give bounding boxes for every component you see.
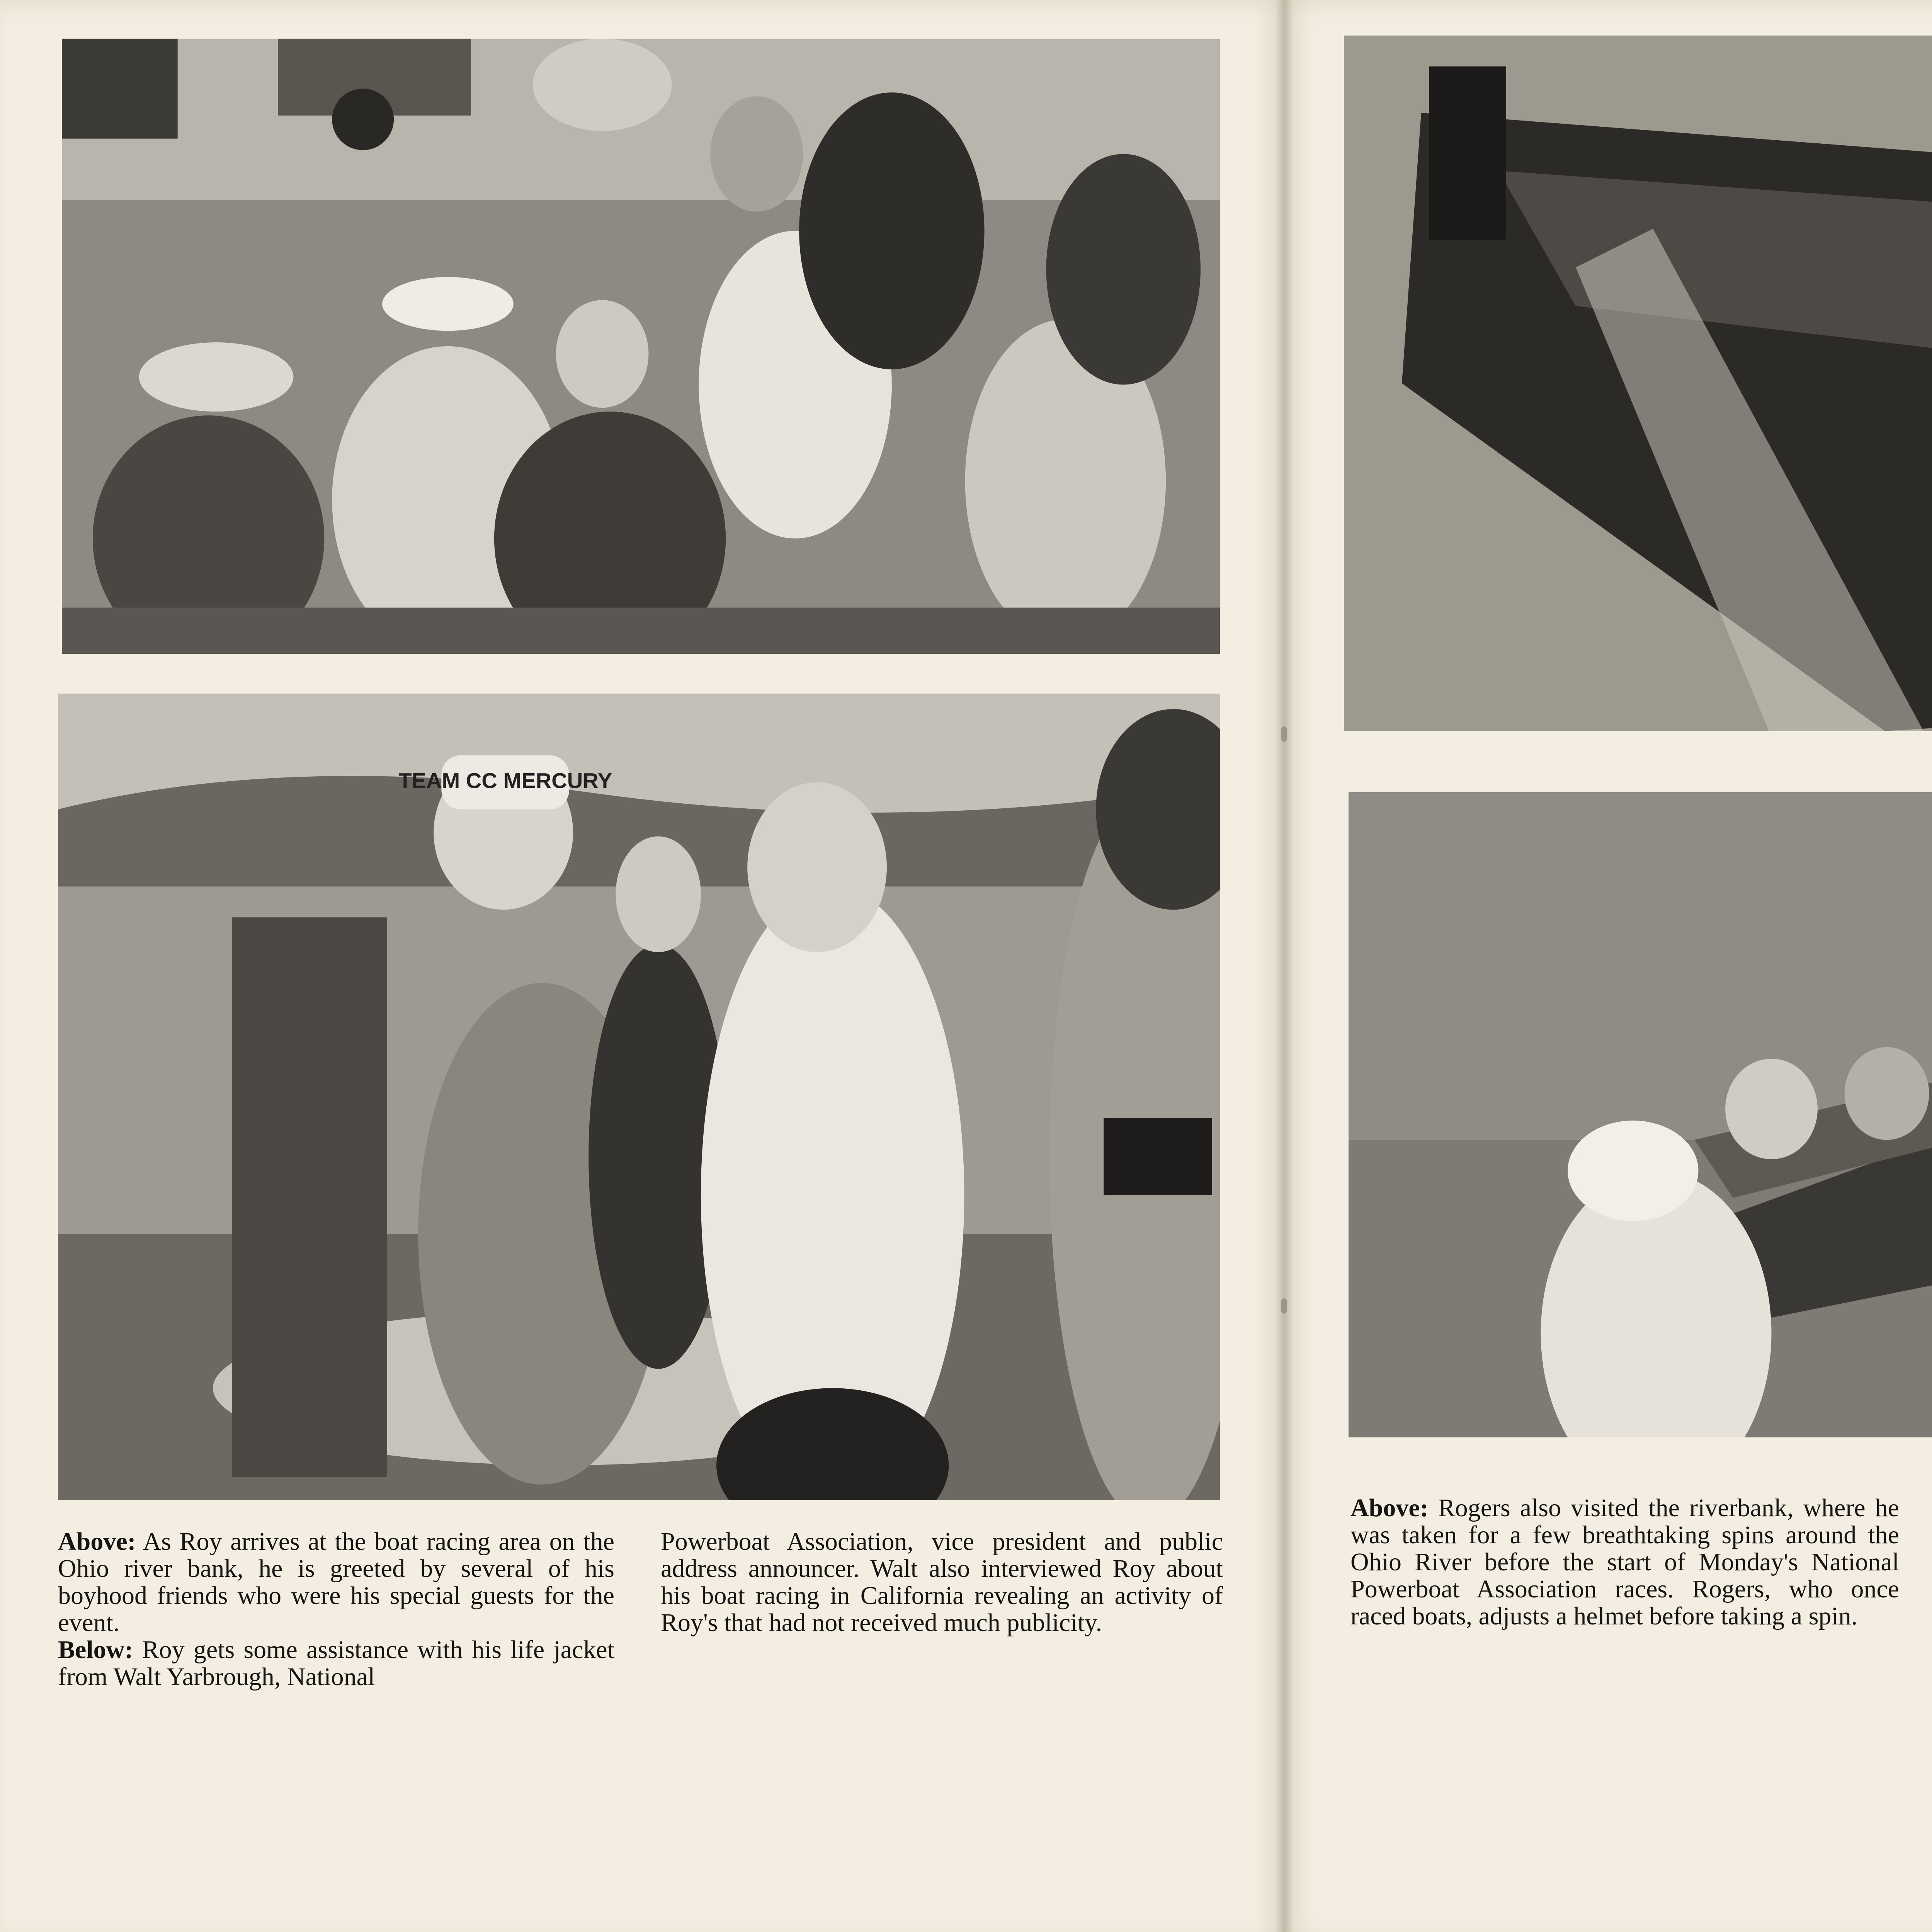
crowd-photo xyxy=(62,39,1220,654)
staple xyxy=(1281,726,1287,742)
hydroplane-photo xyxy=(1349,792,1932,1437)
above-text: Rogers also visited the riverbank, where he was taken for a few breathtaking spins around the Ohio River before the start of Monday's National Powerboat Association races. Rogers, who once raced boats, adjusts a helmet before taking a spin. xyxy=(1350,1494,1899,1630)
caption-left-col1 xyxy=(58,1528,614,1690)
caption-right-col1 xyxy=(1350,1495,1899,1630)
caption-left-col2 xyxy=(661,1528,1223,1636)
caption-continuation: Powerboat Association, vice president and public address announcer. Walt also interviewed Roy about his boat racing in California revealing an activity of Roy's that had not received much publicity. xyxy=(661,1527,1223,1637)
above-text: As Roy arrives at the boat racing area on the Ohio river bank, he is greeted by several of his boyhood friends who were his special guests for the event. xyxy=(58,1527,614,1637)
center-gutter xyxy=(1275,0,1294,1932)
life-jacket-photo xyxy=(58,694,1220,1500)
cap-logo: TEAM CC MERCURY xyxy=(398,768,612,793)
above-label: Above: xyxy=(58,1527,136,1556)
below-text: Roy gets some assistance with his life jacket from Walt Yarbrough, National xyxy=(58,1636,615,1691)
above-label: Above: xyxy=(1350,1494,1429,1522)
below-label: Below: xyxy=(58,1636,133,1664)
staple xyxy=(1281,1298,1287,1314)
helmet-photo xyxy=(1344,36,1932,731)
